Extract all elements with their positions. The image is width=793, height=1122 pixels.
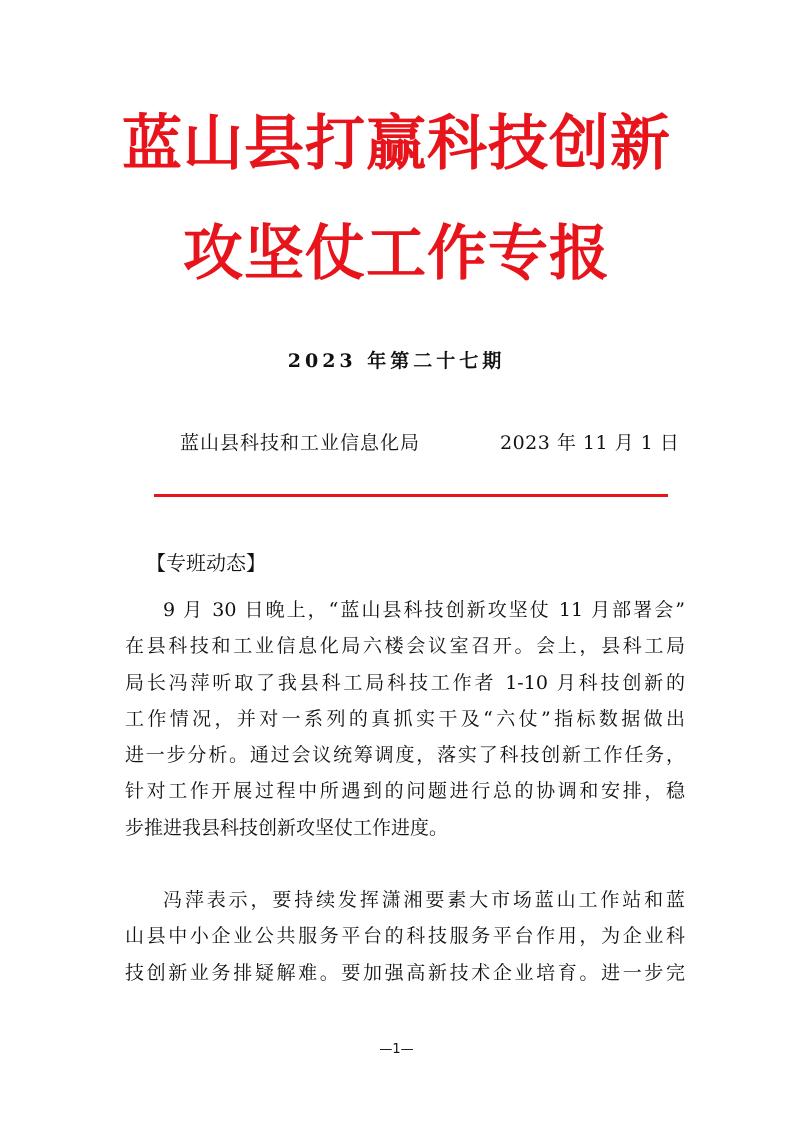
paragraph-1	[125, 592, 685, 846]
paragraph-line: 山县中小企业公共服务平台的科技服务平台作用，为企业科	[125, 925, 685, 948]
paragraph-line: 针对工作开展过程中所遇到的问题进行总的协调和安排，稳	[125, 780, 685, 803]
paragraph-line: 在县科技和工业信息化局六楼会议室召开。会上，县科工局	[125, 635, 685, 658]
header-divider	[154, 494, 668, 497]
paragraph-line: 9 月 30 日晚上，“蓝山县科技创新攻坚仗 11 月部署会”	[163, 599, 685, 621]
report-title-line-1: 蓝山县打赢科技创新	[122, 109, 671, 179]
paragraph-line: 局长冯萍听取了我县科工局科技工作者 1-10 月科技创新的	[125, 671, 685, 694]
report-title-line-2: 攻坚仗工作专报	[183, 219, 610, 289]
page-number: —1—	[379, 1042, 414, 1057]
section-label: 【专班动态】	[146, 551, 266, 575]
issue-date: 2023 年 11 月 1 日	[500, 432, 680, 454]
issuing-organization: 蓝山县科技和工业信息化局	[180, 432, 421, 454]
paragraph-line: 步推进我县科技创新攻坚仗工作进度。	[125, 816, 449, 839]
paragraph-line: 进一步分析。通过会议统筹调度，落实了科技创新工作任务，	[125, 744, 685, 767]
paragraph-2	[125, 882, 685, 991]
paragraph-line: 技创新业务排疑解难。要加强高新技术企业培育。进一步完	[125, 961, 685, 984]
issue-number: 2023 年第二十七期	[287, 350, 506, 372]
paragraph-line: 冯萍表示，要持续发挥潇湘要素大市场蓝山工作站和蓝	[163, 889, 685, 911]
paragraph-line: 工作情况，并对一系列的真抓实干及“六仗”指标数据做出	[125, 707, 685, 730]
